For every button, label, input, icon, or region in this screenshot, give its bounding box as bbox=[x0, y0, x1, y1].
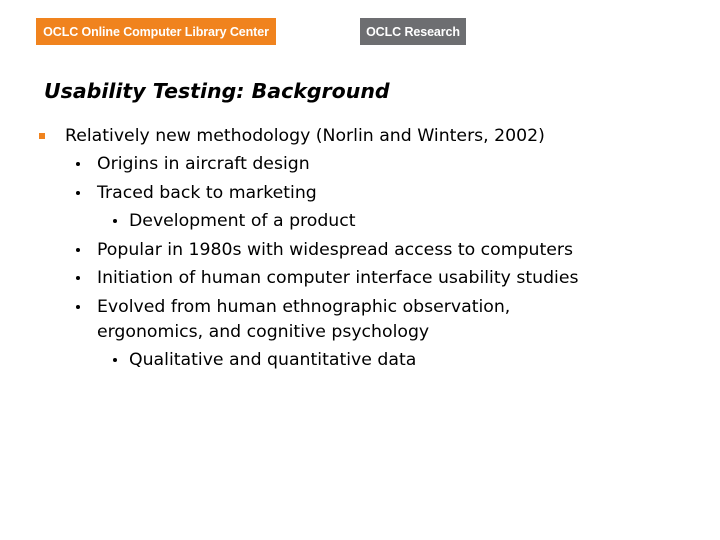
bullet-text: Evolved from human ethnographic observation, bbox=[97, 297, 511, 317]
dot-bullet-icon bbox=[76, 248, 80, 252]
bullet-text: Development of a product bbox=[129, 211, 356, 231]
slide-title: Usability Testing: Background bbox=[44, 79, 390, 103]
bullet-text: Qualitative and quantitative data bbox=[129, 350, 417, 370]
oclc-research-logo: OCLC Research bbox=[360, 18, 466, 45]
dot-bullet-icon bbox=[113, 358, 117, 362]
bullet-text: Relatively new methodology (Norlin and Winters, 2002) bbox=[65, 126, 545, 146]
oclc-online-computer-library-center-logo: OCLC Online Computer Library Center bbox=[36, 18, 276, 45]
dot-bullet-icon bbox=[76, 276, 80, 280]
bullet-text: Initiation of human computer interface usability studies bbox=[97, 268, 579, 288]
bullet-text: Traced back to marketing bbox=[97, 183, 317, 203]
bullet-text: Popular in 1980s with widespread access to computers bbox=[97, 240, 574, 260]
dot-bullet-icon bbox=[76, 162, 80, 166]
dot-bullet-icon bbox=[76, 305, 80, 309]
dot-bullet-icon bbox=[76, 191, 80, 195]
bullet-text: Origins in aircraft design bbox=[97, 154, 310, 174]
dot-bullet-icon bbox=[113, 219, 117, 223]
bullet-text-continued: ergonomics, and cognitive psychology bbox=[97, 322, 430, 342]
square-bullet-icon bbox=[39, 133, 45, 139]
